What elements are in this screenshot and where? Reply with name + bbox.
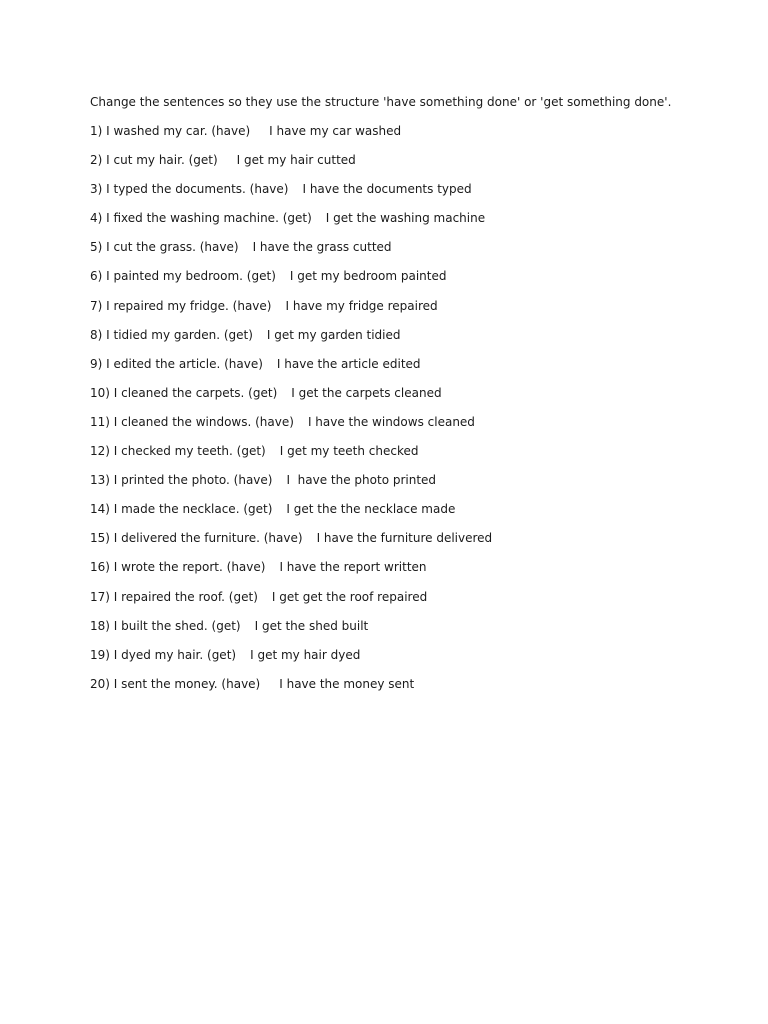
exercise-prompt: 15) I delivered the furniture. (have) xyxy=(90,531,303,546)
exercise-prompt: 1) I washed my car. (have) xyxy=(90,124,251,138)
exercise-item xyxy=(90,471,730,489)
exercise-prompt: 3) I typed the documents. (have) xyxy=(90,182,289,197)
exercise-item xyxy=(90,355,730,373)
exercise-list xyxy=(90,122,730,693)
exercise-item xyxy=(90,500,730,518)
exercise-answer: I get the the necklace made xyxy=(286,502,456,517)
exercise-item xyxy=(90,326,730,344)
exercise-answer: I have my fridge repaired xyxy=(285,298,438,313)
exercise-prompt: 20) I sent the money. (have) xyxy=(90,676,261,691)
exercise-prompt: 19) I dyed my hair. (get) xyxy=(90,647,237,662)
exercise-prompt: 16) I wrote the report. (have) xyxy=(90,560,266,575)
exercise-answer: I get my teeth checked xyxy=(279,444,419,459)
exercise-answer: I have the photo printed xyxy=(286,473,437,488)
exercise-answer: I get the carpets cleaned xyxy=(291,385,442,400)
exercise-answer: I have the article edited xyxy=(276,356,421,371)
exercise-item xyxy=(90,646,730,664)
exercise-prompt: 10) I cleaned the carpets. (get) xyxy=(90,385,278,400)
exercise-answer: I get my hair cutted xyxy=(236,153,356,168)
exercise-answer: I get the shed built xyxy=(254,618,369,633)
exercise-answer: I get my hair dyed xyxy=(250,647,361,662)
exercise-prompt: 6) I painted my bedroom. (get) xyxy=(90,269,276,284)
exercise-prompt: 9) I edited the article. (have) xyxy=(90,356,263,371)
exercise-item xyxy=(90,122,730,140)
exercise-item xyxy=(90,675,730,693)
exercise-item xyxy=(90,238,730,256)
worksheet-body xyxy=(90,93,730,704)
exercise-prompt: 4) I fixed the washing machine. (get) xyxy=(90,211,312,226)
exercise-item xyxy=(90,617,730,635)
exercise-answer: I have the money sent xyxy=(279,676,415,691)
exercise-answer: I get my bedroom painted xyxy=(289,269,447,284)
exercise-answer: I have my car washed xyxy=(269,124,402,138)
exercise-item xyxy=(90,413,730,431)
exercise-prompt: 7) I repaired my fridge. (have) xyxy=(90,298,272,313)
exercise-answer: I have the documents typed xyxy=(302,182,472,197)
exercise-answer: I get get the roof repaired xyxy=(271,589,428,604)
exercise-item xyxy=(90,151,730,169)
exercise-answer: I have the furniture delivered xyxy=(316,531,493,546)
exercise-prompt: 13) I printed the photo. (have) xyxy=(90,473,273,488)
exercise-prompt: 18) I built the shed. (get) xyxy=(90,618,241,633)
exercise-prompt: 14) I made the necklace. (get) xyxy=(90,502,273,517)
exercise-item xyxy=(90,180,730,198)
exercise-prompt: 5) I cut the grass. (have) xyxy=(90,240,239,255)
exercise-item xyxy=(90,297,730,315)
exercise-item xyxy=(90,267,730,285)
exercise-prompt: 8) I tidied my garden. (get) xyxy=(90,327,253,342)
exercise-prompt: 11) I cleaned the windows. (have) xyxy=(90,414,294,429)
exercise-item xyxy=(90,384,730,402)
exercise-item xyxy=(90,558,730,576)
exercise-answer: I get my garden tidied xyxy=(266,327,401,342)
exercise-item xyxy=(90,209,730,227)
exercise-item xyxy=(90,588,730,606)
worksheet-instructions: Change the sentences so they use the structure 'have something done' or 'get something done'. xyxy=(90,95,672,109)
exercise-prompt: 2) I cut my hair. (get) xyxy=(90,153,218,168)
exercise-answer: I have the windows cleaned xyxy=(307,414,475,429)
exercise-item xyxy=(90,529,730,547)
exercise-prompt: 17) I repaired the roof. (get) xyxy=(90,589,258,604)
exercise-item xyxy=(90,442,730,460)
exercise-prompt: 12) I checked my teeth. (get) xyxy=(90,444,266,459)
exercise-answer: I get the washing machine xyxy=(325,211,486,226)
exercise-answer: I have the grass cutted xyxy=(252,240,392,255)
exercise-answer: I have the report written xyxy=(279,560,427,575)
